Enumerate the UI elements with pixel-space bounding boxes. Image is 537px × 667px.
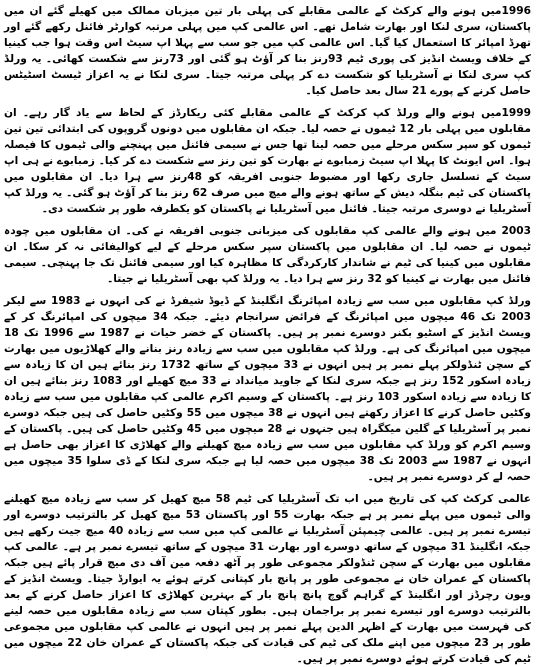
paragraph-1999-world-cup: 1999میں ہونے والے ورلڈ کپ کرکٹ کے عالمی مقابلے کئی ریکارڈز کے لحاظ سے یاد گار رہے۔ ان مقابلوں میں پہلی بار 12 ٹیموں نے حصہ لیا۔ جبکہ ان مقابلوں میں دونوں گروپوں کی ابتدائی تین تین ٹیموں کو سپر سکس مرحلے میں حصہ لینا تھا جس نے سیمی فائنل میں پہنچنے والی ٹیموں کا فیصلہ ہوا۔ اس ایونٹ کا پہلا اپ سیٹ زمبابوے نے بھارت کو تین رنز سے شکست دے کر کیا۔ زمبابوے نے ہی اپ سیٹ کے تسلسل جاری رکھا اور مضبوط جنوبی افریقہ کو 48رنز سے ہرا دیا۔ ان مقابلوں میں پاکستان کی ٹیم بنگلہ دیش کے ساتھ ہونے والے میچ میں صرف 62 رنز بنا کر آؤٹ ہو گئی۔ یہ ورلڈ کپ آسٹریلیا نے دوسری مرتبہ جیتا۔ فائنل میں آسٹریلیا نے پاکستان کو یکطرفہ طور پر شکست دی۔	[4, 107, 532, 215]
paragraph-world-cup-records: ورلڈ کپ مقابلوں میں سب سے زیادہ امپائرنگ انگلینڈ کے ڈیوڈ شیفرڈ نے کی انہوں نے 1983 سے لیکر 2003 تک 46 میچوں میں امپائرنگ کے فرائض سرانجام دیئے۔ جبکہ 34 میچوں کی امپائرنگ کر کے ویسٹ انڈیز کے اسٹیو بکنر دوسرے نمبر پر ہیں۔ پاکستان کے خضر حیات نے 1987 سے 1996 تک 18 میچوں میں امپائرنگ کی ہے۔ ورلڈ کپ مقابلوں میں سب سے زیادہ رنز بنانے والے کھلاڑیوں میں بھارت کے سچن ٹنڈولکر پہلے نمبر پر ہیں انہوں نے 33 میچوں کے ساتھ 1732 رنز بنائے ہیں ان کا زیادہ سے زیادہ اسکور 152 رنز ہے جبکہ سری لنکا کے جاوید میانداد نے 33 میچ کھیلے اور 1083 رنز بنائے ہیں ان کا زیادہ سے زیادہ اسکور 103 رنز ہے۔ پاکستان کے وسیم اکرم عالمی کپ مقابلوں میں سب سے زیادہ وکٹیں حاصل کرنے کا اعزاز رکھتے ہیں انہوں نے 38 میچوں میں 55 وکٹیں حاصل کی ہیں جبکہ دوسرے نمبر پر آسٹریلیا کے گلین میکگراہ ہیں جنہوں نے 28 میچوں میں 45 وکٹیں حاصل کی ہیں۔ پاکستان کے وسیم اکرم کو ورلڈ کپ مقابلوں میں سب سے زیادہ میچ کھیلنے والے کھلاڑی کا اعزاز بھی حاصل ہے انہوں نے 1987 سے 2003 تک 38 میچوں میں حصہ لیا ہے جبکہ سری لنکا کے ڈی سلوا 35 میچوں میں حصہ لے کر دوسرے نمبر پر ہیں۔	[4, 295, 532, 483]
paragraph-2003-world-cup: 2003 میں ہونے والے عالمی کپ مقابلوں کی میزبانی جنوبی افریقہ نے کی۔ ان مقابلوں میں چودہ ٹیموں نے حصہ لیا۔ ان مقابلوں میں پاکستان سپر سکس مرحلے کے لیے کوالیفائی نہ کر سکا۔ ان مقابلوں میں کینیا کی ٹیم نے شاندار کارکردگی کا مظاہرہ کیا اور سیمی فائنل تک جا پہنچی۔ سیمی فائنل میں بھارت نے کینیا کو 32 رنز سے ہرا دیا۔ یہ ورلڈ کپ بھی آسٹریلیا نے جیتا۔	[4, 225, 531, 285]
paragraph-team-and-captain-records: عالمی کرکٹ کپ کی تاریخ میں اب تک آسٹریلیا کی ٹیم 58 میچ کھیل کر سب سے زیادہ میچ کھیلنے والی ٹیموں میں پہلے نمبر پر ہے جبکہ بھارت 55 اور پاکستان 53 میچ کھیل کر بالترتیب دوسرے اور تیسرے نمبر پر ہیں۔ عالمی چیمپئن آسٹریلیا نے عالمی کپ میں سب سے زیادہ 40 میچ جیت رکھے ہیں جبکہ انگلینڈ 31 میچوں کے ساتھ دوسرے اور بھارت 31 میچوں کے ساتھ تیسرے نمبر پر ہے۔ عالمی کپ مقابلوں میں بھارت کے سچن ٹنڈولکر مجموعی طور پر آٹھ دفعہ مین آف دی میچ قرار پائے ہیں جبکہ پاکستان کے عمران خان نے مجموعی طور پر پانچ بار کپتانی کرتے ہوئے یہ ایوارڈ جیتا۔ ویسٹ انڈیز کے ویون رچرڈز اور انگلینڈ کے گراہم گوچ پانچ پانچ بار کے بہترین کھلاڑی کا اعزاز حاصل کرنے کے بعد بالترتیب دوسرے اور تیسرے نمبر پر براجمان ہیں۔ بطور کپتان سب سے زیادہ مقابلوں میں حصہ لینے کی فہرست میں بھارت کے اظہر الدین پہلے نمبر پر ہیں انہوں نے عالمی کپ مقابلوں میں مجموعی طور پر 23 میچوں میں اپنے ملک کی ٹیم کی قیادت کی جبکہ پاکستان کے عمران خان 22 میچوں میں ٹیم کی قیادت کرتے ہوئے دوسرے نمبر پر ہیں۔	[4, 493, 532, 665]
paragraph-1996-world-cup: 1996میں ہونے والے کرکٹ کے عالمی مقابلے کی پہلی بار تین میزبان ممالک میں کھیلے گئے ان میں پاکستان، سری لنکا اور بھارت شامل تھے۔ اس عالمی کپ میں پہلی مرتبہ کوارٹر فائنل رکھے گئے اور تھرڈ امپائر کا استعمال کیا گیا۔ اس عالمی کپ میں جو سب سے پہلا اپ سیٹ اس وقت ہوا جب کینیا کے خلاف ویسٹ انڈیز کی پوری ٹیم 93رنز بنا کر آؤٹ ہو گئی اور 73رنز سے شکست کھائی۔ یہ ورلڈ کپ سری لنکا نے آسٹریلیا کو شکست دے کر پہلی مرتبہ جیتا۔ سری لنکا نے یہ اعزاز ٹیسٹ اسٹیٹس حاصل کرنے کے پورے 21 سال بعد حاصل کیا۔	[4, 5, 531, 97]
